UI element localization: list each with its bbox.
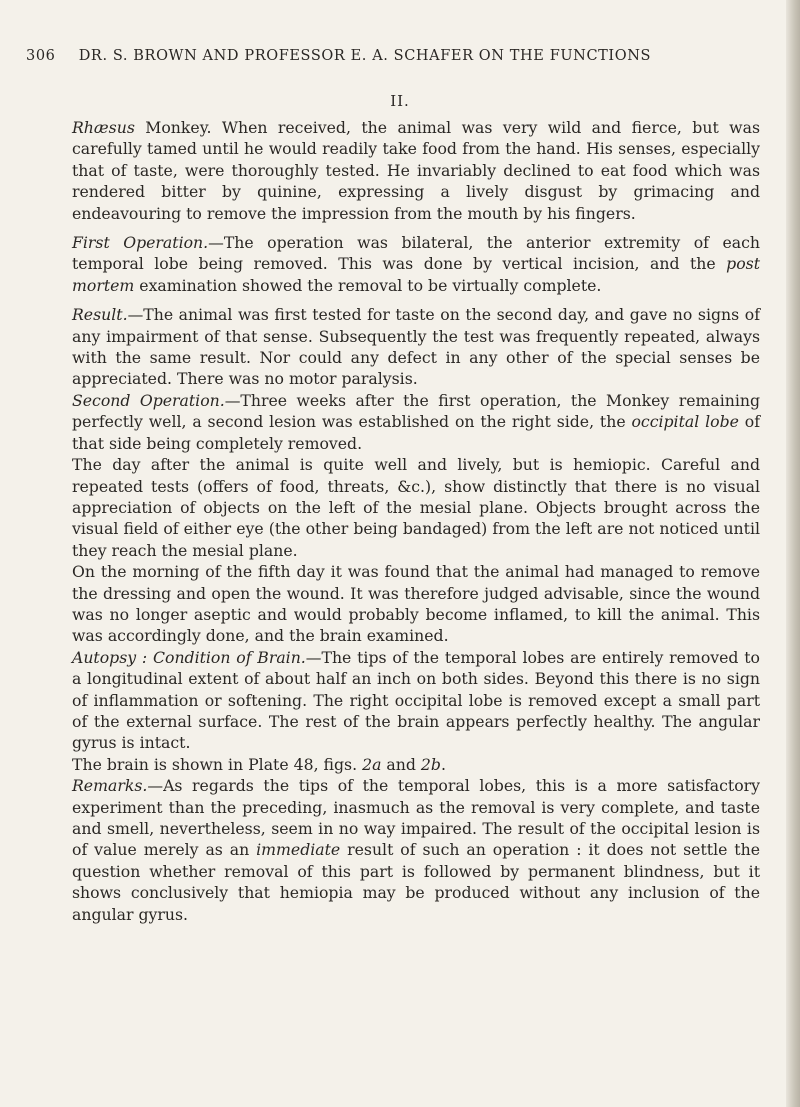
paragraph-text: —As regards the tips of the temporal lobes, this is a more satisfactory experiment than the preceding, inasmuch as the removal is very complete, and taste and smell, nevertheless, seem in no way impaired. The result of the occipital lesion is of value merely as an	[72, 776, 760, 860]
paragraph-fifth-day	[72, 561, 760, 647]
paragraph-plate-reference	[72, 754, 760, 775]
paragraph-lead: Autopsy : Condition of Brain.	[72, 647, 306, 667]
paragraph-emphasis: 2b	[420, 754, 441, 774]
paragraph-text: Monkey. When received, the animal was very wild and fierce, but was carefully tamed until he would readily take food from the hand. His senses, especially that of taste, were thoroughly tested. He invariably declined to eat food which was rendered bitter by quinine, expressing a lively disgust by grimacing and endeavouring to remove the impression from the mouth by his fingers.	[72, 118, 760, 223]
paragraph-result	[72, 304, 760, 390]
paragraph-second-operation	[72, 390, 760, 454]
paragraph-text: —The animal was first tested for taste on the second day, and gave no signs of any impairment of that sense. Subsequently the test was frequently repeated, always with the same result. Nor could any defect in any other of the special senses be appreciated. There was no motor paralysis.	[72, 305, 760, 389]
running-title: DR. S. BROWN AND PROFESSOR E. A. SCHAFER ON THE FUNCTIONS	[78, 48, 652, 64]
paragraph-lead: Rhæsus	[72, 118, 135, 137]
page-edge-shadow	[786, 0, 800, 1107]
paragraph-text: and	[381, 754, 421, 774]
paragraph-autopsy	[72, 647, 760, 754]
paragraph-emphasis: 2a	[362, 754, 382, 774]
paragraph-lead: Result.	[72, 305, 128, 325]
paragraph-emphasis: immediate	[256, 840, 341, 860]
section-number: II.	[390, 92, 410, 110]
paragraph-text: —The tips of the temporal lobes are entirely removed to a longitudinal extent of about half an inch on both sides. Beyond this there is no sign of inflammation or softening. The right occipital lobe is removed except a small part of the external surface. The rest of the brain appears perfectly healthy. The angular gyrus is intact.	[72, 647, 760, 753]
paragraph-text: —Three weeks after the first operation, the Monkey remaining perfectly well, a second lesion was established on the right side, the	[72, 390, 760, 432]
paragraph-text: result of such an operation : it does not settle the question whether removal of this part is followed by permanent blindness, but it shows conclusively that hemiopia may be produced without any inclusion of the angular gyrus.	[72, 840, 760, 924]
paragraph-text: —The operation was bilateral, the anterior extremity of each temporal lobe being removed. This was done by vertical incision, and the	[72, 233, 760, 274]
paragraph-text: The brain is shown in Plate 48, figs.	[72, 754, 363, 774]
paragraph-first-operation	[72, 232, 760, 296]
paragraph-emphasis: post mortem	[72, 254, 760, 295]
paragraph-intro	[72, 117, 760, 224]
paragraph-text: On the morning of the fifth day it was found that the animal had managed to remove the dressing and open the wound. It was therefore judged advisable, since the wound was no longer aseptic and would probably become inflamed, to kill the animal. This was accordingly done, and the brain examined.	[72, 562, 760, 646]
paragraph-lead: First Operation.	[72, 233, 209, 253]
paragraph-emphasis: occipital lobe	[631, 412, 739, 432]
body-text	[72, 117, 760, 925]
paragraph-lead: Remarks.	[72, 776, 148, 796]
running-header	[26, 48, 760, 64]
paragraph-text: The day after the animal is quite well and lively, but is hemiopic. Careful and repeated tests (offers of food, threats, &c.), show distinctly that there is no visual appreciation of objects on the left of the mesial plane. Objects brought across the visual field of either eye (the other being bandaged) from the left are not noticed until they reach the mesial plane.	[72, 455, 760, 560]
paragraph-remarks	[72, 775, 760, 925]
paragraph-text: .	[440, 754, 446, 774]
paragraph-text: examination showed the removal to be virtually complete.	[134, 275, 602, 295]
paragraph-text: of that side being completely removed.	[72, 412, 761, 453]
paragraph-lead: Second Operation.	[72, 390, 225, 410]
page-number: 306	[26, 48, 56, 64]
paragraph-day-after	[72, 454, 760, 561]
